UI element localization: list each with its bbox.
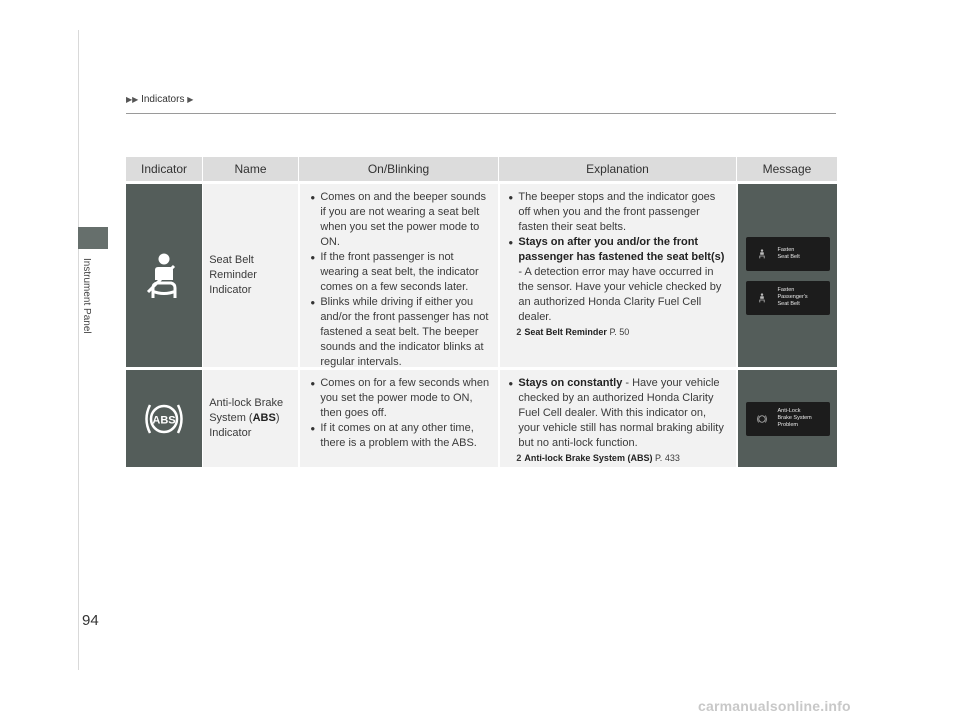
- seat-belt-icon: [752, 249, 772, 259]
- on-item: ● Blinks while driving if either you and/or the front passenger has not fastened a seat belt. The beeper sounds and the indicator blinks at regular intervals.: [310, 295, 492, 370]
- message-cell: [738, 184, 837, 367]
- breadcrumb: [126, 94, 193, 105]
- on-blinking-cell: [300, 370, 498, 467]
- message-line: Problem: [777, 422, 798, 428]
- message-line: Passenger's: [777, 294, 808, 300]
- explanation-text: - Have your vehicle checked by an authorized Honda Clarity Fuel Cell dealer. With this indicator on, your vehicle still has normal braking ability but no anti-lock function.: [518, 377, 724, 449]
- message-text: [778, 247, 800, 261]
- name-cell: Seat Belt Reminder Indicator: [203, 184, 298, 367]
- explanation-item: [508, 376, 730, 451]
- breadcrumb-arrow-icon: ▶▶: [126, 95, 139, 104]
- on-item: ● If the front passenger is not wearing a seat belt, the indicator comes on a few seconds later.: [310, 250, 492, 295]
- explanation-bold: Stays on constantly: [518, 377, 623, 389]
- seat-belt-icon: [752, 293, 772, 303]
- message-text: [778, 408, 812, 429]
- message-line: Brake System: [777, 415, 812, 421]
- message-line: Seat Belt: [777, 253, 800, 260]
- breadcrumb-label: Indicators: [141, 94, 185, 105]
- table-row: [126, 184, 837, 367]
- message-cell: [738, 370, 837, 467]
- reference-page: P. 433: [654, 453, 680, 463]
- table-header: [126, 157, 837, 181]
- side-divider: [78, 30, 79, 670]
- reference-title: Anti-lock Brake System (ABS): [524, 453, 653, 463]
- page-reference[interactable]: [516, 325, 730, 340]
- header-name: Name: [203, 157, 299, 181]
- header-explanation: Explanation: [499, 157, 737, 181]
- explanation-bold: Stays on after you and/or the front passenger has fastened the seat belt(s): [518, 236, 725, 263]
- explanation-item: ● The beeper stops and the indicator goes off when you and the front passenger fasten their seat belts.: [508, 190, 730, 235]
- indicator-table: [126, 157, 837, 467]
- reference-page: P. 50: [609, 327, 630, 337]
- header-rule: [126, 113, 836, 114]
- message-line: Anti-Lock: [777, 408, 801, 414]
- message-line: Seat Belt: [777, 301, 800, 307]
- header-on-blinking: On/Blinking: [299, 157, 499, 181]
- name-suffix: ) Indicator: [209, 412, 280, 439]
- message-display: [746, 281, 830, 315]
- header-indicator: Indicator: [126, 157, 203, 181]
- name-bold: ABS: [252, 412, 276, 424]
- name-text: [209, 396, 292, 441]
- indicator-cell: [126, 370, 202, 467]
- table-row: [126, 370, 837, 467]
- on-item: ● Comes on and the beeper sounds if you are not wearing a seat belt when you set the power mode to ON.: [310, 190, 492, 250]
- page-reference[interactable]: [516, 451, 730, 466]
- section-tab: [78, 227, 108, 249]
- explanation-cell: [500, 370, 736, 467]
- reference-title: Seat Belt Reminder: [524, 327, 607, 337]
- reference-arrow-icon: 2: [516, 453, 522, 463]
- watermark: carmanualsonline.info: [698, 698, 851, 714]
- explanation-item: [508, 235, 730, 325]
- reference-arrow-icon: 2: [516, 327, 522, 337]
- message-text: [778, 287, 808, 308]
- abs-icon-label: ABS: [152, 414, 176, 426]
- name-cell: [203, 370, 298, 467]
- indicator-cell: [126, 184, 202, 367]
- explanation-text: - A detection error may have occurred in the sensor. Have your vehicle checked by an authorized Honda Clarity Fuel Cell dealer.: [518, 266, 722, 323]
- seat-belt-icon: [144, 252, 184, 300]
- header-message: Message: [762, 162, 812, 176]
- explanation-cell: [500, 184, 736, 367]
- abs-icon: [752, 414, 772, 424]
- breadcrumb-arrow-icon: ▶: [187, 95, 194, 104]
- on-item: ● Comes on for a few seconds when you set the power mode to ON, then goes off.: [310, 376, 492, 421]
- message-display: [746, 237, 830, 271]
- message-line: Fasten: [777, 246, 795, 253]
- on-item: ● If it comes on at any other time, there is a problem with the ABS.: [310, 421, 492, 451]
- message-display: [746, 402, 830, 436]
- on-blinking-cell: [300, 184, 498, 367]
- section-label: Instrument Panel: [81, 258, 92, 334]
- name-prefix: Anti-lock Brake System (: [209, 397, 284, 424]
- page-number: 94: [82, 612, 99, 629]
- abs-icon: [141, 399, 187, 439]
- message-line: Fasten: [777, 287, 795, 293]
